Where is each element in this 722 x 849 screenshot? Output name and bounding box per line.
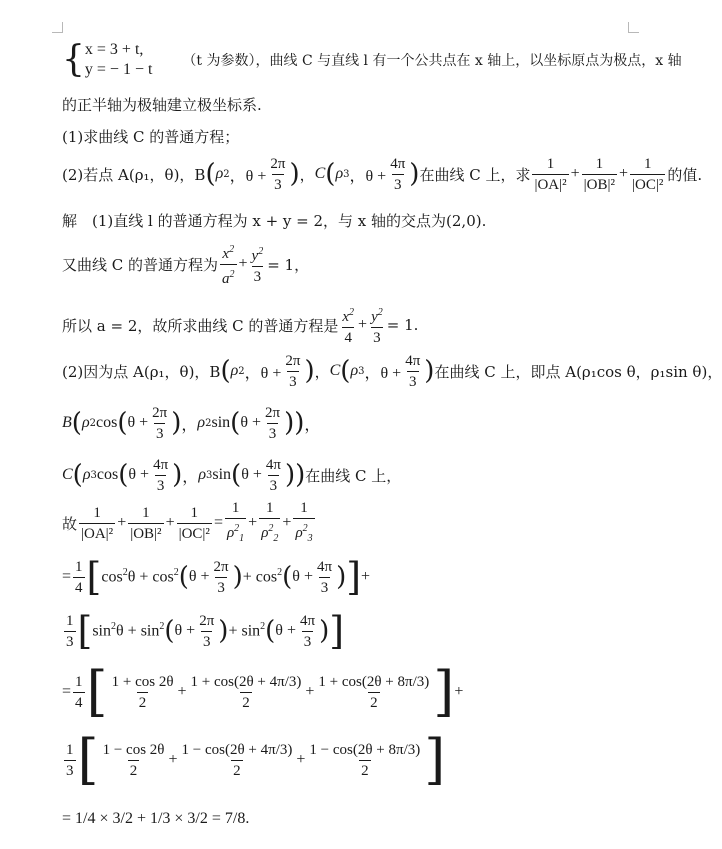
solution-8: = $\frac{1}{4}$ [ $\cos^2\theta + \cos^2$ ( θ + $\frac{2\pi}{3}$ ) + $\cos^2$ ( θ + $\frac{4\pi}{3}$ ) ] + [62,555,371,599]
brace: { [62,39,85,80]
page-corner-mark-left [52,22,63,33]
solution-2: 又曲线 C 的普通方程为 $\frac{x^2}{a^2}$ + $\frac{y^2}{3}$ = 1， [62,243,310,287]
solution-5: B ( ρ 2 cos ( θ + $\frac{2\pi}{3}$ ) ， ρ 2 sin ( θ + $\frac{2\pi}{3}$ )) ， [62,404,321,442]
solution-3: 所以 a = 2，故所求曲线 C 的普通方程是 $\frac{x^2}{4}$ + $\frac{y^2}{3}$ = 1. [62,306,419,346]
solution-1: 解 (1)直线 l 的普通方程为 x + y = 2，与 x 轴的交点为(2,0). [62,212,487,230]
solution-10: = $\frac{1}{4}$ [ $\frac{1 + \cos 2\theta}{2}$ + $\frac{1 + \cos(2\theta + 4\pi/3)}{2}$ + $\frac{1 + \cos(2\theta + 8\pi/3)}{2}$ ] + [62,660,464,723]
solution-11: $\frac{1}{3}$ [ $\frac{1 - \cos 2\theta}{2}$ + $\frac{1 - \cos(2\theta + 4\pi/3)}{2}$ + $\frac{1 - \cos(2\theta + 8\pi/3)}{2}$ ] [66,728,446,791]
solution-4: (2)因为点 A(ρ₁，θ)，B ( ρ 2 ，θ + $\frac{2\pi}{3}$ ) ， C ( ρ 3 ，θ + $\frac{4\pi}{3}$ ) 在曲线 C 上，即点 A(ρ₁cos θ，ρ₁sin θ)， [62,352,722,390]
page-corner-mark-right [628,22,639,33]
question-1: (1)求曲线 C 的普通方程； [62,128,240,146]
solution-6: C ( ρ 3 cos ( θ + $\frac{4\pi}{3}$ ) ， ρ 3 sin ( θ + $\frac{4\pi}{3}$ )) 在曲线 C 上， [62,456,402,494]
problem-text: （t 为参数），曲线 C 与直线 l 有一个公共点在 x 轴上，以坐标原点为极点，x 轴 [182,53,682,69]
question-2: (2)若点 A(ρ₁，θ)，B ( ρ 2 ，θ + $\frac{2\pi}{3}$ ) ， C ( ρ 3 ，θ + $\frac{4\pi}{3}$ ) 在曲线 C 上，求 $\frac{1}{\text{|OA|²}}$ + $\frac{1}{\text{|OB|²}}$ + $\frac{1}{\text{|OC|²}}$ 的值. [62,155,703,193]
solution-12: = 1/4 × 3/2 + 1/3 × 3/2 = 7/8. [62,810,250,827]
solution-7: 故 $\frac{1}{\text{|OA|²}}$ + $\frac{1}{\text{|OB|²}}$ + $\frac{1}{\text{|OC|²}}$ = $\frac{1}{\rho^2_1}$ + $\frac{1}{\rho^2_2}$ + $\frac{1}{\rho^2_3}$ [62,500,317,546]
problem-line-2: 的正半轴为极轴建立极坐标系. [62,96,262,114]
param-eq-x: x = 3 + t, [84,41,144,58]
problem-line-1 [62,38,682,82]
param-eq-y: y = − 1 − t [84,61,153,78]
solution-9: $\frac{1}{3}$ [ $\sin^2\theta + \sin^2$ ( θ + $\frac{2\pi}{3}$ ) + $\sin^2$ ( θ + $\frac{4\pi}{3}$ ) ] [66,609,345,653]
